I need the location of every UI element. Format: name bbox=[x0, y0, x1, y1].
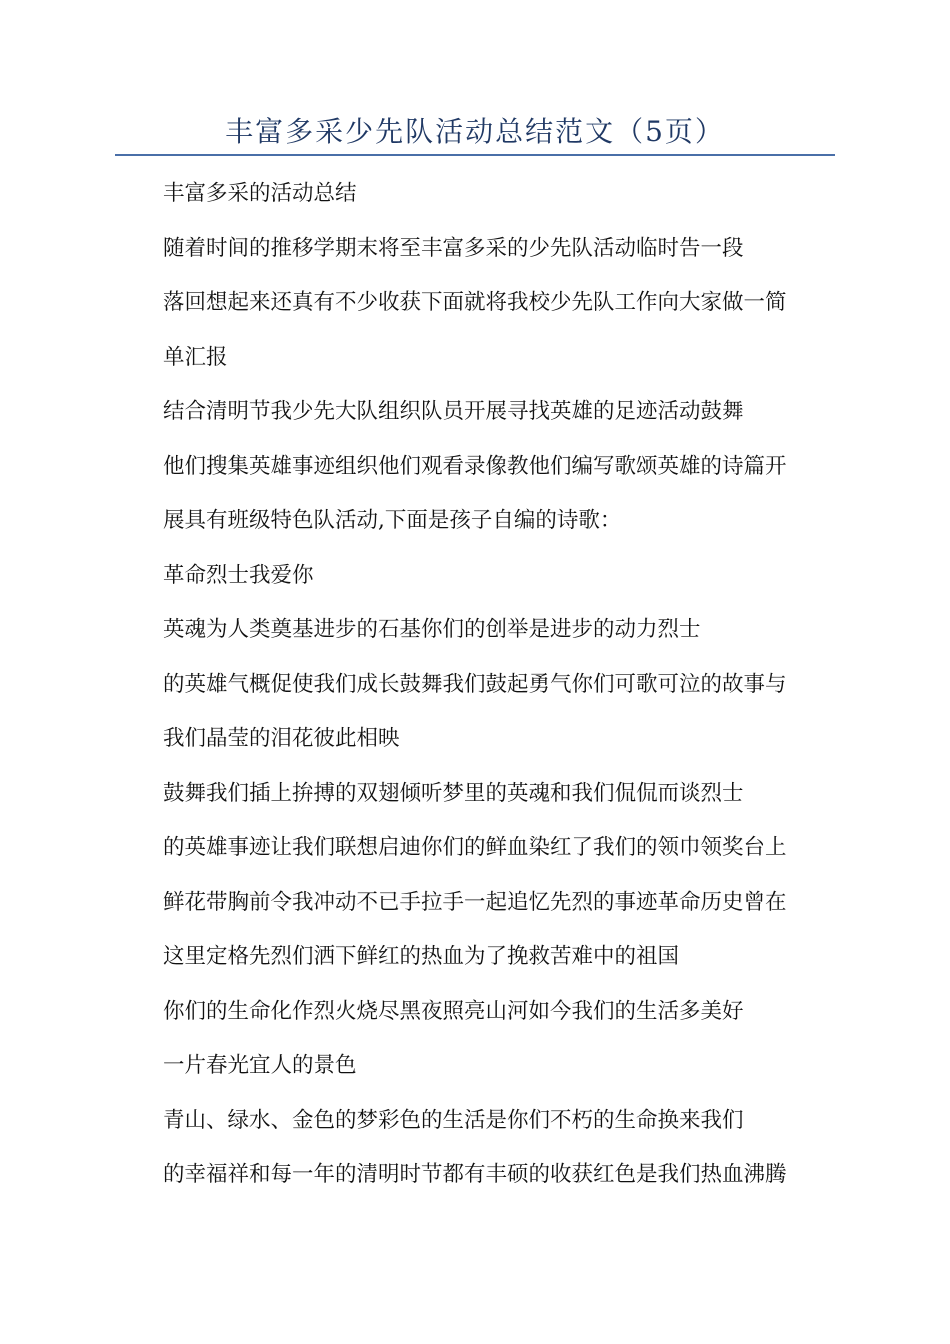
body-line: 你们的生命化作烈火烧尽黑夜照亮山河如今我们的生活多美好 bbox=[163, 998, 744, 1024]
body-line: 丰富多采的活动总结 bbox=[163, 181, 357, 206]
body-line: 一片春光宜人的景色 bbox=[163, 1053, 357, 1078]
body-line: 他们搜集英雄事迹组织他们观看录像教他们编写歌颂英雄的诗篇开 bbox=[163, 453, 787, 479]
body-line: 我们晶莹的泪花彼此相映 bbox=[163, 726, 400, 751]
title-underline bbox=[115, 154, 835, 156]
body-line: 鲜花带胸前令我冲动不已手拉手一起追忆先烈的事迹革命历史曾在 bbox=[163, 889, 787, 915]
body-line: 落回想起来还真有不少收获下面就将我校少先队工作向大家做一简 bbox=[163, 290, 787, 315]
body-line: 的英雄事迹让我们联想启迪你们的鲜血染红了我们的领巾领奖台上 bbox=[163, 835, 787, 860]
body-line: 单汇报 bbox=[163, 344, 228, 370]
body-line: 青山、绿水、金色的梦彩色的生活是你们不朽的生命换来我们 bbox=[163, 1107, 744, 1133]
body-line: 的幸福祥和每一年的清明时节都有丰硕的收获红色是我们热血沸腾 bbox=[163, 1162, 787, 1187]
body-line: 随着时间的推移学期末将至丰富多采的少先队活动临时告一段 bbox=[163, 235, 744, 261]
body-line: 结合清明节我少先大队组织队员开展寻找英雄的足迹活动鼓舞 bbox=[163, 399, 744, 424]
body-line: 的英雄气概促使我们成长鼓舞我们鼓起勇气你们可歌可泣的故事与 bbox=[163, 671, 787, 697]
body-line: 革命烈士我爱你 bbox=[163, 562, 314, 588]
body-line: 展具有班级特色队活动,下面是孩子自编的诗歌： bbox=[163, 508, 622, 533]
body-line: 这里定格先烈们洒下鲜红的热血为了挽救苦难中的祖国 bbox=[163, 944, 680, 969]
document-title: 丰富多采少先队活动总结范文（5页） bbox=[225, 115, 725, 148]
body-line: 鼓舞我们插上拚搏的双翅倾听梦里的英魂和我们侃侃而谈烈士 bbox=[163, 780, 744, 806]
body-line: 英魂为人类奠基进步的石基你们的创举是进步的动力烈士 bbox=[163, 617, 701, 642]
document-body bbox=[163, 174, 813, 1210]
